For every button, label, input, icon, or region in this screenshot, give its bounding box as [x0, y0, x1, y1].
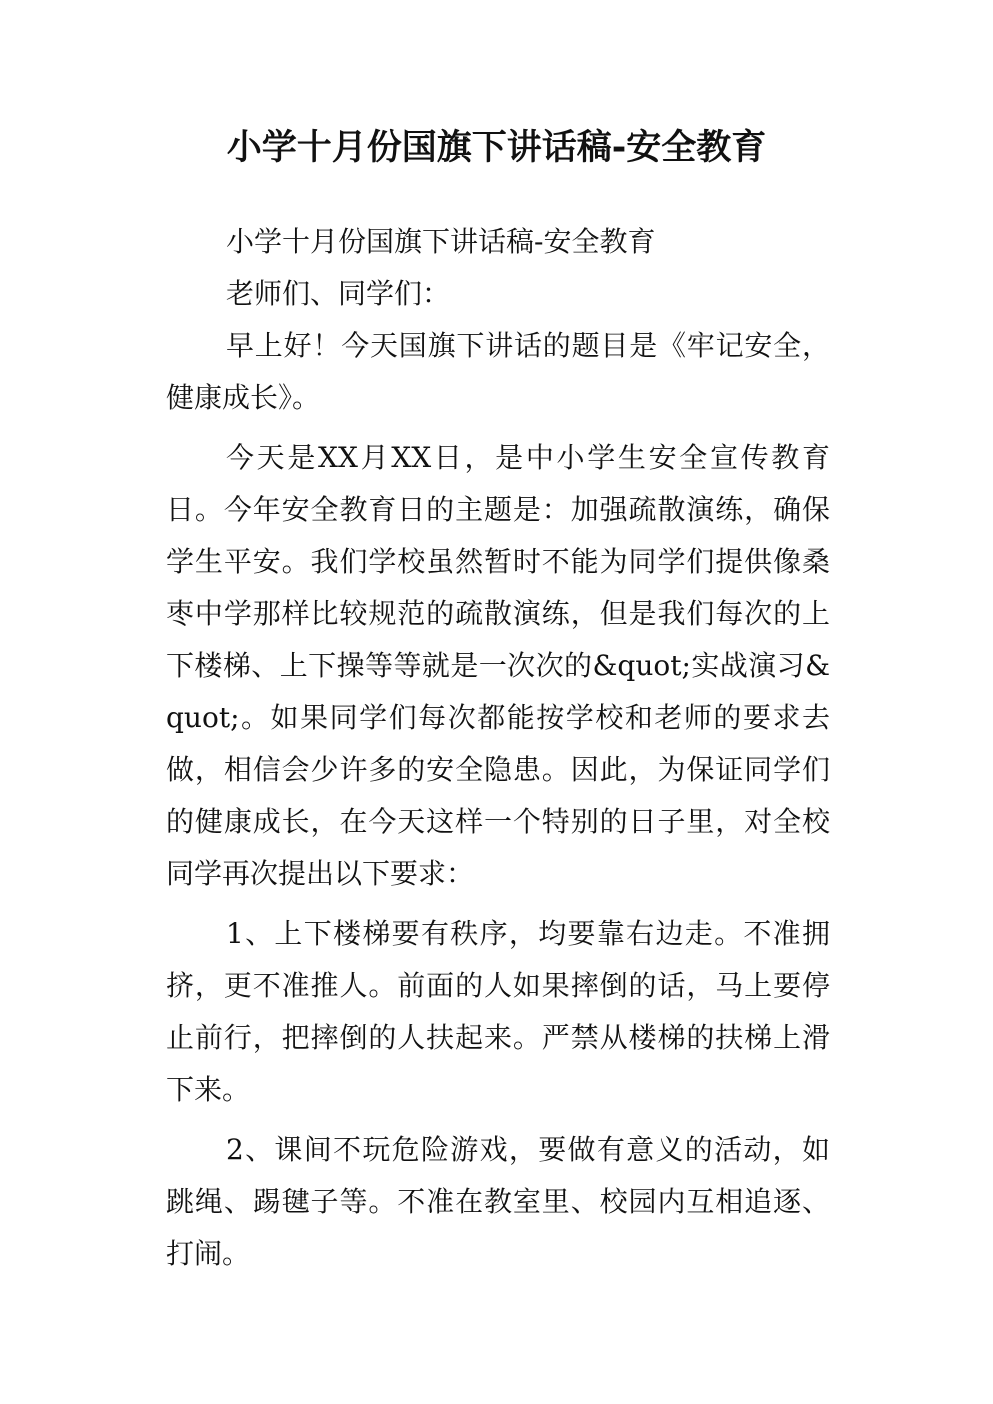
paragraph-subtitle: 小学十月份国旗下讲话稿-安全教育 — [226, 225, 656, 258]
paragraph-greeting: 早上好！今天国旗下讲话的题目是《牢记安全，健康成长》。 — [166, 329, 830, 414]
paragraph-rule-1: 1、上下楼梯要有秩序，均要靠右边走。不准拥挤，更不准推人。前面的人如果摔倒的话，马上要停止前行，把摔倒的人扶起来。严禁从楼梯的扶梯上滑下来。 — [166, 917, 830, 1106]
paragraph-intro: 今天是XX月XX日，是中小学生安全宣传教育日。今年安全教育日的主题是：加强疏散演练，确保学生平安。我们学校虽然暂时不能为同学们提供像桑枣中学那样比较规范的疏散演练，但是我们每次的上下楼梯、上下操等等就是一次次的&quot;实战演习&quot;。如果同学们每次都能按学校和老师的要求去做，相信会少许多的安全隐患。因此，为保证同学们的健康成长，在今天这样一个特别的日子里，对全校同学再次提出以下要求： — [166, 441, 830, 890]
paragraph-salutation: 老师们、同学们： — [226, 277, 451, 310]
document-title: 小学十月份国旗下讲话稿-安全教育 — [226, 128, 767, 168]
paragraph-rule-2: 2、课间不玩危险游戏，要做有意义的活动，如跳绳、踢毽子等。不准在教室里、校园内互相追逐、打闹。 — [166, 1133, 830, 1270]
document-body — [166, 216, 830, 1280]
